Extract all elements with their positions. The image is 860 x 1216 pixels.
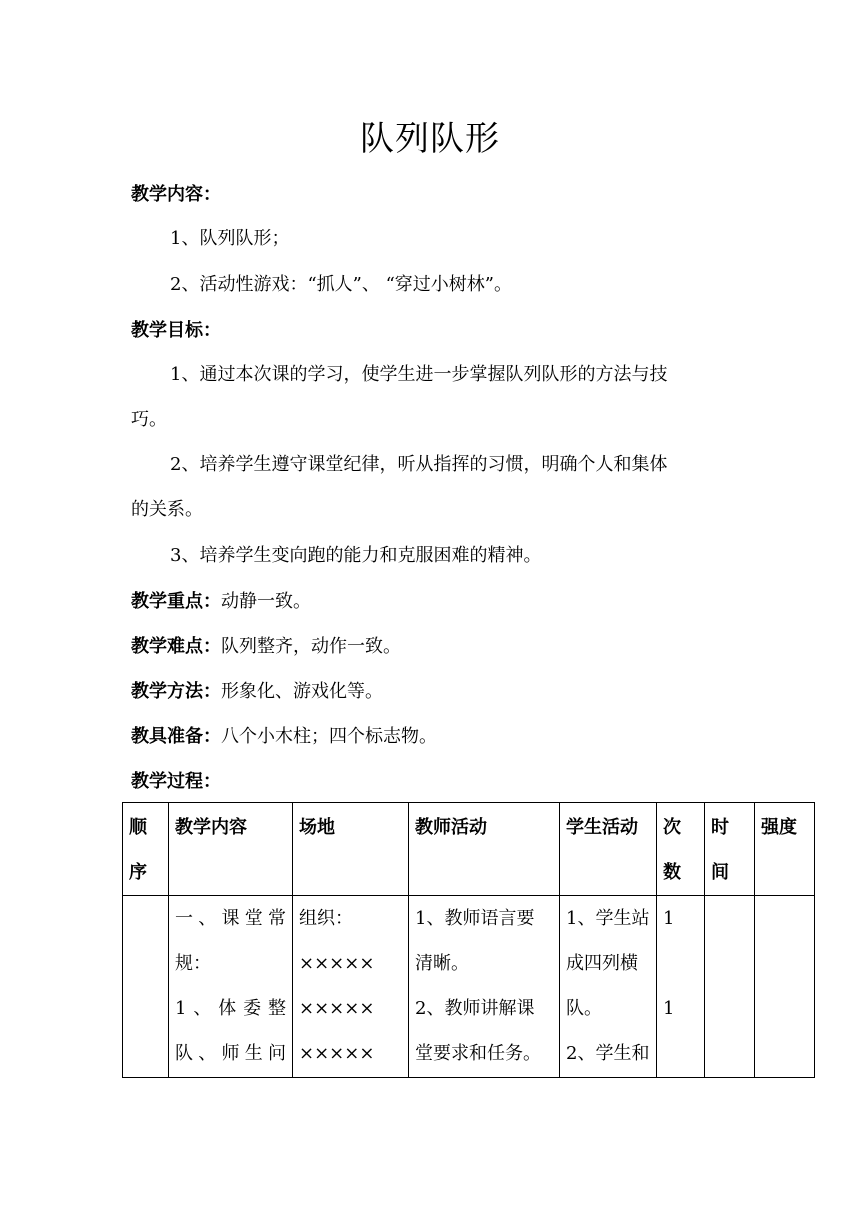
cell-venue-line-3: ××××× <box>299 998 375 1019</box>
header-content <box>169 803 293 896</box>
equipment-value: 八个小木柱；四个标志物。 <box>221 726 437 747</box>
equipment-label: 教具准备： <box>131 726 221 747</box>
goal-3: 3、培养学生变向跑的能力和克服困难的精神。 <box>170 545 542 566</box>
content-item-2: 2、活动性游戏：“抓人”、 “穿过小树林”。 <box>170 274 512 295</box>
goal-1-line-1: 1、通过本次课的学习，使学生进一步掌握队列队形的方法与技 <box>170 364 668 385</box>
header-student-text: 学生活动 <box>566 817 638 838</box>
header-order <box>123 803 169 896</box>
goals-label: 教学目标： <box>131 320 221 341</box>
method-value: 形象化、游戏化等。 <box>221 681 383 702</box>
difficulty <box>131 634 401 660</box>
cell-student-line-1: 1、学生站 <box>566 908 650 929</box>
cell-content-line-4: 队、师生问 <box>175 1043 286 1064</box>
process-label: 教学过程： <box>131 771 221 792</box>
cell-student-line-2: 成四列横 <box>566 953 638 974</box>
key-point-value: 动静一致。 <box>221 591 311 612</box>
header-order-line-2: 序 <box>129 862 147 883</box>
cell-times <box>657 896 705 1078</box>
goal-1-line-2: 巧。 <box>131 409 167 430</box>
cell-time <box>705 896 755 1078</box>
header-teacher-text: 教师活动 <box>415 817 487 838</box>
key-point-label: 教学重点： <box>131 591 221 612</box>
content-item-1: 1、队列队形； <box>170 228 290 249</box>
cell-times-line-2 <box>663 941 698 986</box>
method <box>131 679 383 705</box>
header-times <box>657 803 705 896</box>
difficulty-value: 队列整齐，动作一致。 <box>221 636 401 657</box>
table-row <box>123 896 815 1078</box>
header-time-line-2: 间 <box>711 862 729 883</box>
table-header-row <box>123 803 815 896</box>
header-time <box>705 803 755 896</box>
header-times-line-1: 次 <box>663 817 681 838</box>
header-teacher <box>409 803 560 896</box>
cell-content <box>169 896 293 1078</box>
cell-content-line-3: 1、体委整 <box>175 998 286 1019</box>
content-label: 教学内容： <box>131 184 221 205</box>
header-content-text: 教学内容 <box>175 817 247 838</box>
goal-2-line-1: 2、培养学生遵守课堂纪律，听从指挥的习惯，明确个人和集体 <box>170 454 668 475</box>
cell-times-line-1: 1 <box>663 908 675 929</box>
cell-venue <box>293 896 409 1078</box>
cell-content-line-2: 规： <box>175 953 211 974</box>
page-title: 队列队形 <box>360 119 500 159</box>
goal-2-line-2: 的关系。 <box>131 499 203 520</box>
cell-student-line-4: 2、学生和 <box>566 1043 650 1064</box>
equipment <box>131 724 437 750</box>
teaching-process-table <box>122 802 815 1078</box>
header-student <box>560 803 657 896</box>
header-venue <box>293 803 409 896</box>
header-intensity-text: 强度 <box>761 817 797 838</box>
header-order-line-1: 顺 <box>129 817 147 838</box>
cell-teacher-line-2: 清晰。 <box>415 953 469 974</box>
cell-venue-line-1: 组织： <box>299 908 353 929</box>
cell-teacher-line-1: 1、教师语言要 <box>415 908 535 929</box>
cell-student-line-3: 队。 <box>566 998 602 1019</box>
header-times-line-2: 数 <box>663 862 681 883</box>
cell-content-line-1: 一、课堂常 <box>175 908 286 929</box>
cell-times-line-3: 1 <box>663 998 675 1019</box>
cell-venue-line-2: ××××× <box>299 953 375 974</box>
cell-venue-line-4: ××××× <box>299 1043 375 1064</box>
header-venue-text: 场地 <box>299 817 335 838</box>
cell-intensity <box>755 896 815 1078</box>
cell-student <box>560 896 657 1078</box>
cell-teacher <box>409 896 560 1078</box>
cell-order <box>123 896 169 1078</box>
difficulty-label: 教学难点： <box>131 636 221 657</box>
key-point <box>131 589 311 615</box>
method-label: 教学方法： <box>131 681 221 702</box>
cell-teacher-line-3: 2、教师讲解课 <box>415 998 535 1019</box>
header-time-line-1: 时 <box>711 817 729 838</box>
cell-teacher-line-4: 堂要求和任务。 <box>415 1043 541 1064</box>
header-intensity <box>755 803 815 896</box>
